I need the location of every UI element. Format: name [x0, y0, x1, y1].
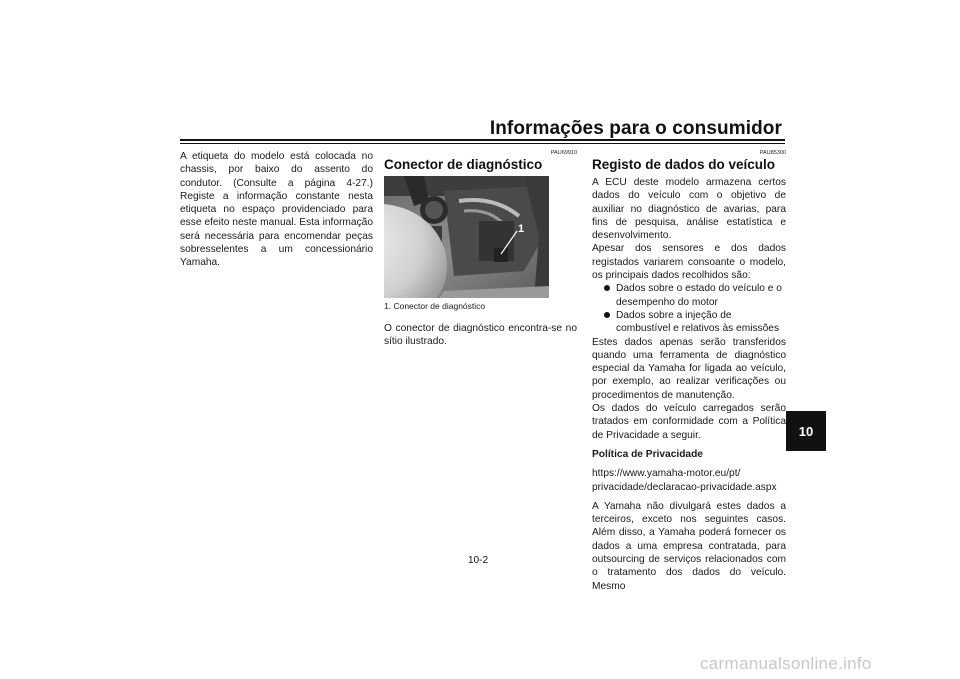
ecu-intro-paragraph: A ECU deste modelo armazena certos dados do veículo com o objetivo de auxiliar no diagnóstico de avarias, para fins de pesquisa, análise estatística e desenvolvimento.: [592, 177, 786, 242]
section-heading-vehicle-data: Registo de dados do veículo: [592, 157, 776, 172]
sensors-paragraph: Apesar dos sensores e dos dados registados variarem consoante o modelo, os principais dados recolhidos são:: [592, 243, 786, 282]
policy-paragraph: Os dados do veículo carregados serão tratados em conformidade com a Política de Privacidade a seguir.: [592, 403, 786, 441]
list-item: Dados sobre a injeção de combustível e relativos às emissões: [604, 309, 786, 336]
policy-url-line-1[interactable]: https://www.yamaha-motor.eu/pt/: [592, 468, 741, 480]
data-bullet-list: [592, 282, 786, 335]
bullet-icon: [604, 312, 610, 318]
tool-paragraph: Estes dados apenas serão transferidos quando uma ferramenta de diagnóstico especial da Yamaha for ligada ao veículo, por exemplo, ao realizar verificações ou procedimentos de manutenção.: [592, 336, 786, 401]
bullet-icon: [604, 285, 610, 291]
watermark: carmanualsonline.info: [700, 654, 872, 673]
page-number: 10-2: [468, 555, 489, 566]
disclosure-paragraph: A Yamaha não divulgará estes dados a terceiros, exceto nos seguintes casos. Além disso, a Yamaha poderá fornecer os dados a uma empresa contratada, para outsourcing de serviços relacionados com o tratamento dos dados do veículo. Mesmo: [592, 500, 786, 592]
diagnostic-connector-paragraph: O conector de diagnóstico encontra-se no sítio ilustrado.: [384, 323, 577, 348]
page-title: Informações para o consumidor: [489, 118, 782, 139]
section-heading-diagnostic-connector: Conector de diagnóstico: [384, 157, 543, 172]
header-rule-thick: [180, 139, 785, 141]
section-code: PAU69910: [550, 150, 577, 156]
diagnostic-connector-photo: [384, 176, 549, 298]
column-2: [384, 150, 577, 349]
header-rule-thin: [180, 143, 785, 144]
privacy-policy-heading: Política de Privacidade: [592, 448, 703, 460]
list-item: Dados sobre o estado do veículo e o desempenho do motor: [604, 282, 786, 309]
column-3: [592, 150, 786, 593]
column-1: [180, 150, 373, 270]
section-code: PAU85300: [759, 150, 786, 156]
policy-url-line-2[interactable]: privacidade/declaracao-privacidade.aspx: [592, 481, 777, 493]
model-label-paragraph: A etiqueta do modelo está colocada no chassis, por baixo do assento do condutor. (Consulte a página 4-27.) Registe a informação constante nesta etiqueta no espaço providenciado para esse efeito neste manual. Esta informação será necessária para encomendar peças sobresselentes a um concessionário Yamaha.: [180, 151, 373, 269]
figure-caption: 1. Conector de diagnóstico: [384, 301, 486, 311]
chapter-tab: 10: [786, 411, 826, 451]
figure-callout: 1: [518, 223, 525, 235]
